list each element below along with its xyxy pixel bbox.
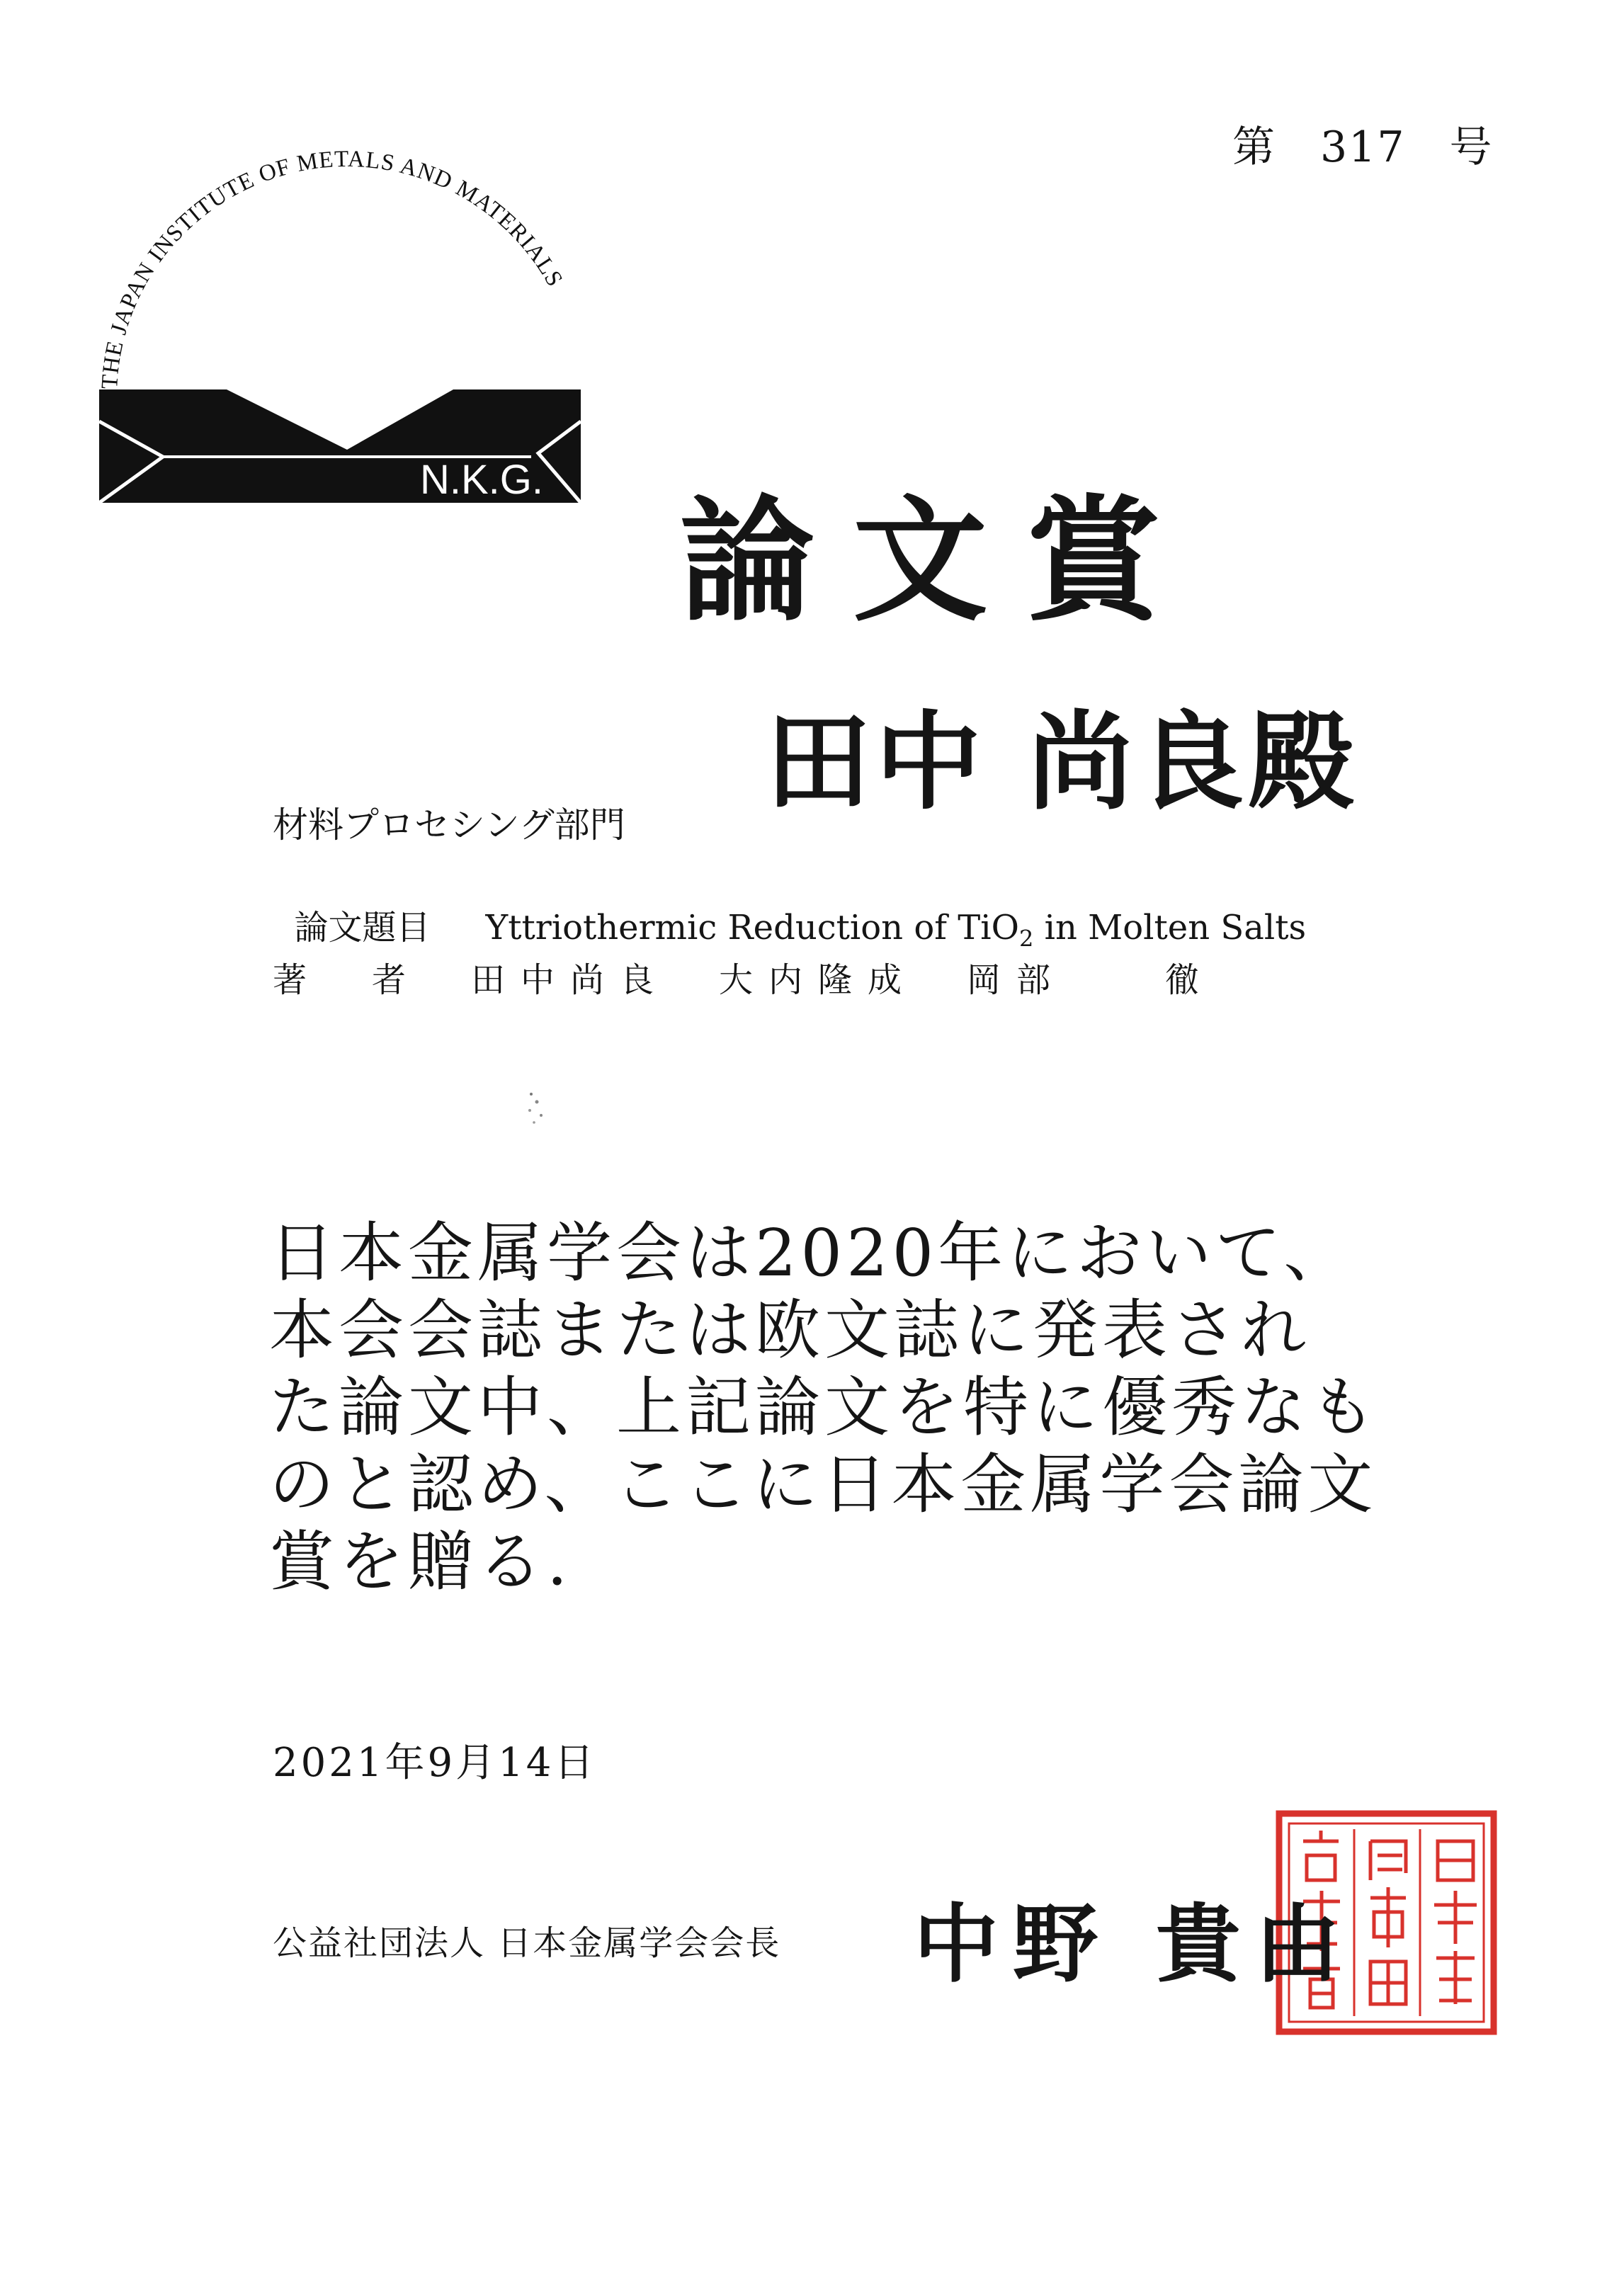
award-title: 論 文 賞 [680,482,1157,639]
statement-line: た論文中、上記論文を特に優秀なも [269,1370,1380,1445]
paper-title-tail: in Molten Salts [1033,908,1307,948]
recipient-name: 田中 尚良殿 [765,700,1359,824]
paper-title-row [273,860,1406,952]
certificate-number: 第 317 号 [1232,123,1494,172]
authors-row [273,952,1420,1001]
statement-line: 賞を贈る. [269,1524,572,1600]
statement-line: のと認め、ここに日本金属学会論文 [269,1447,1378,1523]
award-statement [269,1214,1431,1600]
logo-mark-text: N.K.G. [419,457,544,503]
authors-label: 著 者 [273,960,422,1000]
organization-title: 公益社団法人 日本金属学会会長 [273,1923,781,1963]
institute-logo [85,120,602,559]
paper-title-label: 論文題目 [294,908,431,948]
statement-line: 本会会誌または欧文誌に発表され [269,1292,1311,1368]
paper-title-subscript: 2 [1018,925,1034,952]
president-name: 中野 貴由 [914,1894,1354,1994]
scan-speck [517,1083,560,1133]
svg-text:THE JAPAN INSTITUTE OF METALS [97,147,567,390]
logo-arc-text: THE JAPAN INSTITUTE OF METALS AND MATERIALS [97,146,568,390]
award-date: 2021年9月14日 [273,1740,597,1786]
division-name: 材料プロセシング部門 [273,804,625,846]
paper-title [485,908,1307,952]
paper-title-main: Yttriothermic Reduction of TiO [485,908,1019,948]
statement-line: 日本金属学会は2020年において、 [269,1215,1353,1291]
authors-list: 田中尚良 大内隆成 岡部 徹 [471,960,1215,1000]
